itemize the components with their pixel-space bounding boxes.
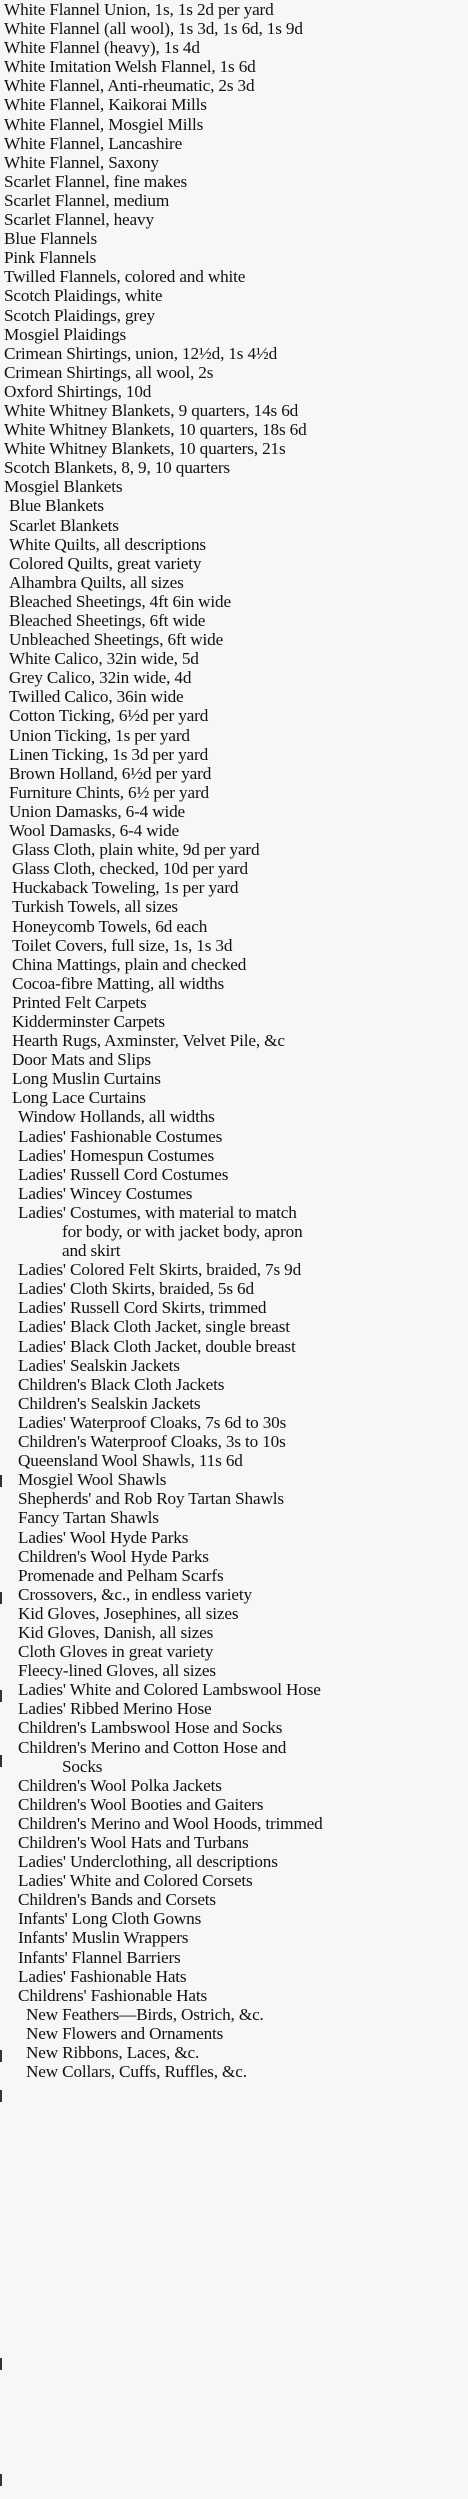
list-item: Fleecy-lined Gloves, all sizes	[18, 1661, 216, 1681]
list-item: Kid Gloves, Josephines, all sizes	[18, 1603, 239, 1623]
list-item: Ladies' Fashionable Hats	[18, 1966, 187, 1986]
list-item: White Imitation Welsh Flannel, 1s 6d	[4, 57, 256, 77]
list-item: Ladies' Underclothing, all descriptions	[18, 1852, 278, 1872]
list-item: Children's Wool Polka Jackets	[18, 1775, 222, 1795]
list-item: White Flannel Union, 1s, 1s 2d per yard	[4, 0, 274, 19]
list-item: Scarlet Flannel, fine makes	[4, 171, 188, 191]
list-item: Childrens' Fashionable Hats	[18, 1985, 208, 2005]
list-item: Ladies' Costumes, with material to match	[18, 1202, 297, 1222]
list-item: Door Mats and Slips	[12, 1050, 151, 1070]
list-item: White Flannel, Anti-rheumatic, 2s 3d	[4, 76, 255, 96]
list-item: Blue Flannels	[4, 229, 98, 249]
list-item: Children's Wool Hats and Turbans	[18, 1833, 249, 1852]
list-item: Ladies' Fashionable Costumes	[18, 1126, 223, 1146]
list-item: Scotch Plaidings, grey	[4, 305, 155, 325]
margin-rule	[0, 2358, 2, 2370]
list-item: Crimean Shirtings, union, 12½d, 1s 4½d	[4, 343, 278, 363]
list-item: Cocoa-fibre Matting, all widths	[12, 973, 225, 993]
list-item: Mosgiel Wool Shawls	[18, 1470, 167, 1490]
list-item: Children's Merino and Wool Hoods, trimmed	[18, 1813, 323, 1833]
list-item: Colored Quilts, great variety	[9, 553, 202, 573]
list-item: New Ribbons, Laces, &c.	[26, 2043, 200, 2063]
margin-rule	[0, 2050, 2, 2062]
list-item: Ladies' Ribbed Merino Hose	[18, 1699, 212, 1719]
list-item: Pink Flannels	[4, 248, 97, 268]
list-item: Brown Holland, 6½d per yard	[9, 763, 212, 783]
list-item: Scotch Plaidings, white	[4, 286, 163, 306]
list-item: Long Muslin Curtains	[12, 1069, 161, 1089]
list-item: Ladies' Black Cloth Jacket, double breast	[18, 1336, 296, 1356]
list-item: New Collars, Cuffs, Ruffles, &c.	[26, 2062, 247, 2082]
list-item: Wool Damasks, 6-4 wide	[9, 821, 180, 841]
list-item: Window Hollands, all widths	[18, 1107, 215, 1127]
list-item: White Whitney Blankets, 9 quarters, 14s 6d	[4, 400, 299, 420]
list-item: Infants' Muslin Wrappers	[18, 1928, 189, 1948]
list-item: White Flannel, Kaikorai Mills	[4, 95, 207, 115]
margin-rule	[0, 1592, 2, 1604]
list-item: Mosgiel Blankets	[4, 477, 123, 497]
list-item: Ladies' White and Colored Corsets	[18, 1871, 253, 1891]
list-item: Ladies' Waterproof Cloaks, 7s 6d to 30s	[18, 1412, 287, 1432]
list-item: White Flannel, Lancashire	[4, 133, 183, 153]
list-item: Queensland Wool Shawls, 11s 6d	[18, 1451, 243, 1471]
list-item: Mosgiel Plaidings	[4, 324, 127, 344]
list-item: Scarlet Flannel, heavy	[4, 210, 154, 230]
list-item: Bleached Sheetings, 6ft wide	[9, 611, 206, 630]
list-item: Bleached Sheetings, 4ft 6in wide	[9, 591, 231, 611]
list-item: Printed Felt Carpets	[12, 992, 147, 1012]
list-item: White Calico, 32in wide, 5d	[9, 649, 199, 669]
list-item: White Whitney Blankets, 10 quarters, 21s	[4, 439, 286, 459]
list-item: Cotton Ticking, 6½d per yard	[9, 706, 209, 726]
list-item: White Flannel (heavy), 1s 4d	[4, 38, 200, 58]
list-item: Grey Calico, 32in wide, 4d	[9, 668, 192, 688]
list-item: Twilled Flannels, colored and white	[4, 267, 246, 287]
list-item: Crimean Shirtings, all wool, 2s	[4, 362, 214, 382]
list-item: Children's Waterproof Cloaks, 3s to 10s	[18, 1432, 286, 1452]
list-item: Infants' Flannel Barriers	[18, 1947, 181, 1967]
list-item: Ladies' Wincey Costumes	[18, 1183, 193, 1203]
list-item: Scotch Blankets, 8, 9, 10 quarters	[4, 458, 230, 478]
margin-rule	[0, 2090, 2, 2102]
list-item: Ladies' Sealskin Jackets	[18, 1355, 180, 1375]
list-item: Union Ticking, 1s per yard	[9, 725, 190, 745]
list-item: Toilet Covers, full size, 1s, 1s 3d	[12, 935, 233, 955]
list-item: Honeycomb Towels, 6d each	[12, 916, 208, 936]
list-item: Glass Cloth, plain white, 9d per yard	[12, 840, 260, 860]
list-item: Hearth Rugs, Axminster, Velvet Pile, &c	[12, 1031, 285, 1051]
list-item: Oxford Shirtings, 10d	[4, 381, 152, 401]
list-item: China Mattings, plain and checked	[12, 954, 247, 974]
list-item: for body, or with jacket body, apron	[62, 1222, 303, 1241]
list-item: Children's Lambswool Hose and Socks	[18, 1718, 283, 1738]
list-item: Ladies' Homespun Costumes	[18, 1145, 215, 1165]
list-item: Ladies' Colored Felt Skirts, braided, 7s 9d	[18, 1260, 302, 1280]
margin-rule	[0, 2474, 2, 2486]
list-item: Twilled Calico, 36in wide	[9, 687, 184, 707]
list-item: Children's Wool Booties and Gaiters	[18, 1794, 264, 1814]
list-item: Ladies' Russell Cord Costumes	[18, 1164, 229, 1184]
margin-rule	[0, 1755, 2, 1767]
list-item: Ladies' White and Colored Lambswool Hose	[18, 1680, 321, 1700]
list-item: White Flannel, Mosgiel Mills	[4, 114, 204, 134]
list-item: Scarlet Flannel, medium	[4, 190, 170, 210]
list-item: Fancy Tartan Shawls	[18, 1508, 159, 1528]
list-item: Children's Bands and Corsets	[18, 1890, 216, 1910]
list-item: Glass Cloth, checked, 10d per yard	[12, 859, 248, 879]
list-item: White Flannel, Saxony	[4, 152, 159, 172]
list-item: and skirt	[62, 1241, 121, 1261]
list-item: Scarlet Blankets	[9, 515, 119, 535]
list-item: Alhambra Quilts, all sizes	[9, 572, 184, 592]
list-item: Linen Ticking, 1s 3d per yard	[9, 744, 209, 764]
list-item: Huckaback Toweling, 1s per yard	[12, 878, 239, 898]
list-item: Cloth Gloves in great variety	[18, 1642, 214, 1662]
list-item: Ladies' Russell Cord Skirts, trimmed	[18, 1298, 267, 1318]
list-item: Children's Black Cloth Jackets	[18, 1374, 225, 1394]
list-item: White Flannel (all wool), 1s 3d, 1s 6d, 1s 9d	[4, 19, 303, 39]
list-item: Crossovers, &c., in endless variety	[18, 1584, 252, 1604]
list-item: Children's Wool Hyde Parks	[18, 1546, 209, 1566]
margin-rule	[0, 1475, 2, 1487]
list-item: Kidderminster Carpets	[12, 1011, 165, 1031]
list-item: Turkish Towels, all sizes	[12, 897, 178, 917]
margin-rule	[0, 1690, 2, 1702]
list-item: Ladies' Wool Hyde Parks	[18, 1527, 189, 1547]
list-item: Blue Blankets	[9, 496, 104, 516]
list-item: White Quilts, all descriptions	[9, 534, 206, 554]
list-item: Socks	[62, 1756, 103, 1776]
list-item: Children's Sealskin Jackets	[18, 1393, 201, 1413]
list-item: Ladies' Black Cloth Jacket, single breast	[18, 1317, 290, 1337]
list-item: Ladies' Cloth Skirts, braided, 5s 6d	[18, 1279, 254, 1299]
list-item: Union Damasks, 6-4 wide	[9, 801, 186, 821]
list-item: Unbleached Sheetings, 6ft wide	[9, 630, 224, 650]
list-item: Shepherds' and Rob Roy Tartan Shawls	[18, 1489, 284, 1509]
list-item: Promenade and Pelham Scarfs	[18, 1565, 224, 1585]
list-item: Infants' Long Cloth Gowns	[18, 1909, 202, 1929]
list-item: Kid Gloves, Danish, all sizes	[18, 1622, 214, 1642]
list-item: New Feathers—Birds, Ostrich, &c.	[26, 2004, 264, 2024]
list-item: Long Lace Curtains	[12, 1088, 146, 1108]
list-item: White Whitney Blankets, 10 quarters, 18s 6d	[4, 420, 307, 440]
list-item: Furniture Chints, 6½ per yard	[9, 782, 209, 802]
list-item: Children's Merino and Cotton Hose and	[18, 1737, 287, 1757]
list-item: New Flowers and Ornaments	[26, 2023, 224, 2043]
